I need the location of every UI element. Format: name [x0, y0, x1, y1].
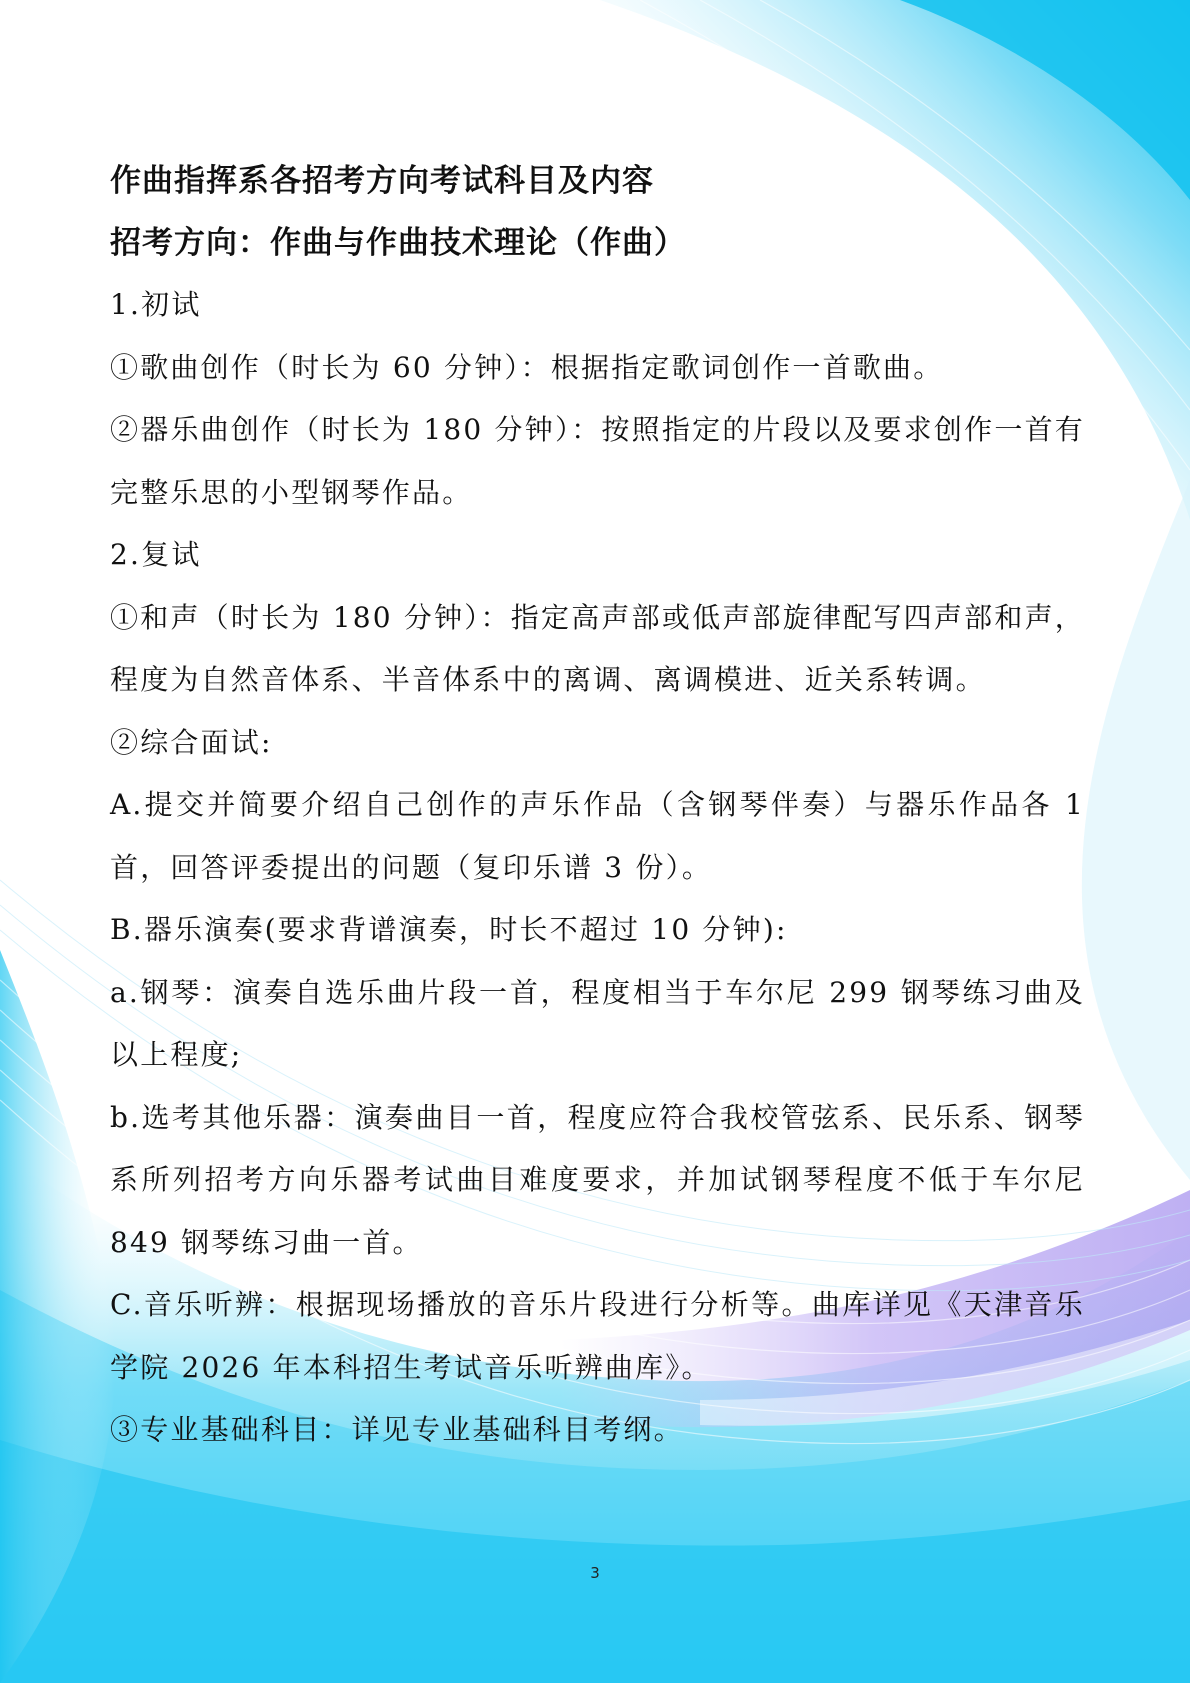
item-comprehensive-interview: ②综合面试:: [110, 725, 273, 759]
item-music-listening: C.音乐听辨：根据现场播放的音乐片段进行分析等。曲库详见《天津音乐学院 2026 年本科招生考试音乐听辨曲库》。: [110, 1288, 1085, 1384]
item-other-instrument: b.选考其他乐器：演奏曲目一首，程度应符合我校管弦系、民乐系、钢琴系所列招考方向乐器考试曲目难度要求，并加试钢琴程度不低于车尔尼 849 钢琴练习曲一首。: [110, 1100, 1085, 1259]
item-song-composition: ①歌曲创作（时长为 60 分钟）：根据指定歌词创作一首歌曲。: [110, 350, 944, 384]
document-title: 作曲指挥系各招考方向考试科目及内容: [110, 163, 654, 199]
section-preliminary-exam: 1.初试: [110, 288, 202, 321]
page-number: 3: [590, 1564, 600, 1582]
document-body: [110, 150, 1085, 1462]
item-harmony: ①和声（时长为 180 分钟）：指定高声部或低声部旋律配写四声部和声，程度为自然音体系、半音体系中的离调、离调模进、近关系转调。: [110, 600, 1085, 696]
section-second-exam: 2.复试: [110, 538, 202, 571]
item-piano: a.钢琴：演奏自选乐曲片段一首，程度相当于车尔尼 299 钢琴练习曲及以上程度;: [110, 975, 1085, 1071]
item-present-works: A.提交并简要介绍自己创作的声乐作品（含钢琴伴奏）与器乐作品各 1 首，回答评委提出的问题（复印乐谱 3 份）。: [110, 788, 1085, 884]
item-professional-basics: ③专业基础科目：详见专业基础科目考纲。: [110, 1413, 684, 1446]
item-instrumental-composition: ②器乐曲创作（时长为 180 分钟）：按照指定的片段以及要求创作一首有完整乐思的小型钢琴作品。: [110, 413, 1085, 509]
exam-direction-heading: 招考方向：作曲与作曲技术理论（作曲）: [110, 225, 686, 261]
item-instrument-performance: B.器乐演奏(要求背谱演奏，时长不超过 10 分钟):: [110, 913, 788, 946]
